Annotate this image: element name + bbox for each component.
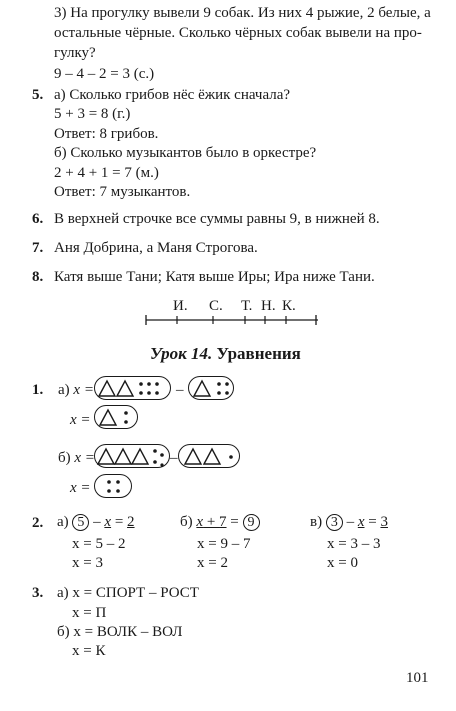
triangles-icon	[179, 445, 241, 469]
task5b-answer: Ответ: 7 музыкантов.	[54, 184, 191, 200]
eq1a-group-left	[94, 376, 171, 400]
triangles-icon	[95, 377, 172, 401]
eq3b-equation: б) x = ВОЛК – ВОЛ	[57, 624, 183, 640]
eq3a-equation: а) x = СПОРТ – РОСТ	[57, 585, 199, 601]
lesson-title-topic: Уравнения	[216, 344, 301, 363]
page-number: 101	[406, 670, 429, 686]
circled-number: 9	[243, 514, 260, 531]
eq2-number: 2.	[32, 515, 44, 531]
eq1b-group-right	[178, 444, 240, 468]
lesson-title-number: Урок 14.	[150, 344, 213, 363]
eq1a-group-right	[188, 376, 234, 400]
eq2b-step1: x = 9 – 7	[197, 536, 251, 552]
task6-text: В верхней строчке все суммы равны 9, в нижней 8.	[54, 211, 380, 227]
lesson-title	[150, 344, 301, 364]
eq2c-step2: x = 0	[327, 555, 358, 571]
numberline-label: Н.	[261, 298, 276, 314]
eq1b-answer-label: x =	[70, 480, 91, 496]
numberline-label: Т.	[241, 298, 253, 314]
circled-number: 3	[326, 514, 343, 531]
task5b-calc: 2 + 4 + 1 = 7 (м.)	[54, 165, 159, 181]
eq2a-step2: x = 3	[72, 555, 103, 571]
task5a-question: а) Сколько грибов нёс ёжик сначала?	[54, 87, 291, 103]
eq2b-step2: x = 2	[197, 555, 228, 571]
task5a-calc: 5 + 3 = 8 (г.)	[54, 106, 131, 122]
eq2a-equation: а) 5 – x = 2	[57, 514, 135, 530]
triangle-dots-icon	[189, 377, 235, 401]
eq2c-equation: в) 3 – x = 3	[310, 514, 388, 530]
numberline-label: С.	[209, 298, 223, 314]
task3-solution: 9 – 4 – 2 = 3 (с.)	[54, 66, 155, 82]
numberline-label: И.	[173, 298, 188, 314]
task8-text: Катя выше Тани; Катя выше Иры; Ира ниже Тани.	[54, 269, 375, 285]
eq3b-answer: x = К	[72, 643, 106, 659]
dots-icon	[95, 475, 133, 499]
circled-number: 5	[72, 514, 89, 531]
task5-number: 5.	[32, 87, 44, 103]
triangle-dots-icon	[95, 406, 139, 430]
eq1b-minus: –	[170, 450, 178, 466]
eq1-number: 1.	[32, 382, 44, 398]
task7-number: 7.	[32, 240, 44, 256]
task7-text: Аня Добрина, а Маня Строгова.	[54, 240, 258, 256]
task3-line1: 3) На прогулку вывели 9 собак. Из них 4 рыжие, 2 белые, а	[54, 5, 431, 21]
task3-line3: гулку?	[54, 45, 96, 61]
task6-number: 6.	[32, 211, 44, 227]
eq1b-group-left	[94, 444, 170, 468]
eq1a-answer	[94, 405, 138, 429]
eq3a-answer: x = П	[72, 605, 107, 621]
task5b-question: б) Сколько музыкантов было в оркестре?	[54, 145, 317, 161]
numberline-label: К.	[282, 298, 296, 314]
eq2b-equation: б) x + 7 = 9	[180, 512, 260, 532]
eq1b-label: б) x =	[58, 450, 95, 466]
eq1a-minus: –	[176, 382, 184, 398]
eq1b-answer	[94, 474, 132, 498]
triangles-icon	[95, 445, 171, 469]
task5a-answer: Ответ: 8 грибов.	[54, 126, 159, 142]
task3-line2: остальные чёрные. Сколько чёрных собак вывели на про-	[54, 25, 422, 41]
task8-number: 8.	[32, 269, 44, 285]
eq1a-label: а) x =	[58, 382, 94, 398]
eq2c-step1: x = 3 – 3	[327, 536, 381, 552]
eq1a-answer-label: x =	[70, 412, 91, 428]
eq2a-step1: x = 5 – 2	[72, 536, 126, 552]
eq3-number: 3.	[32, 585, 44, 601]
numberline-axis	[140, 314, 320, 326]
